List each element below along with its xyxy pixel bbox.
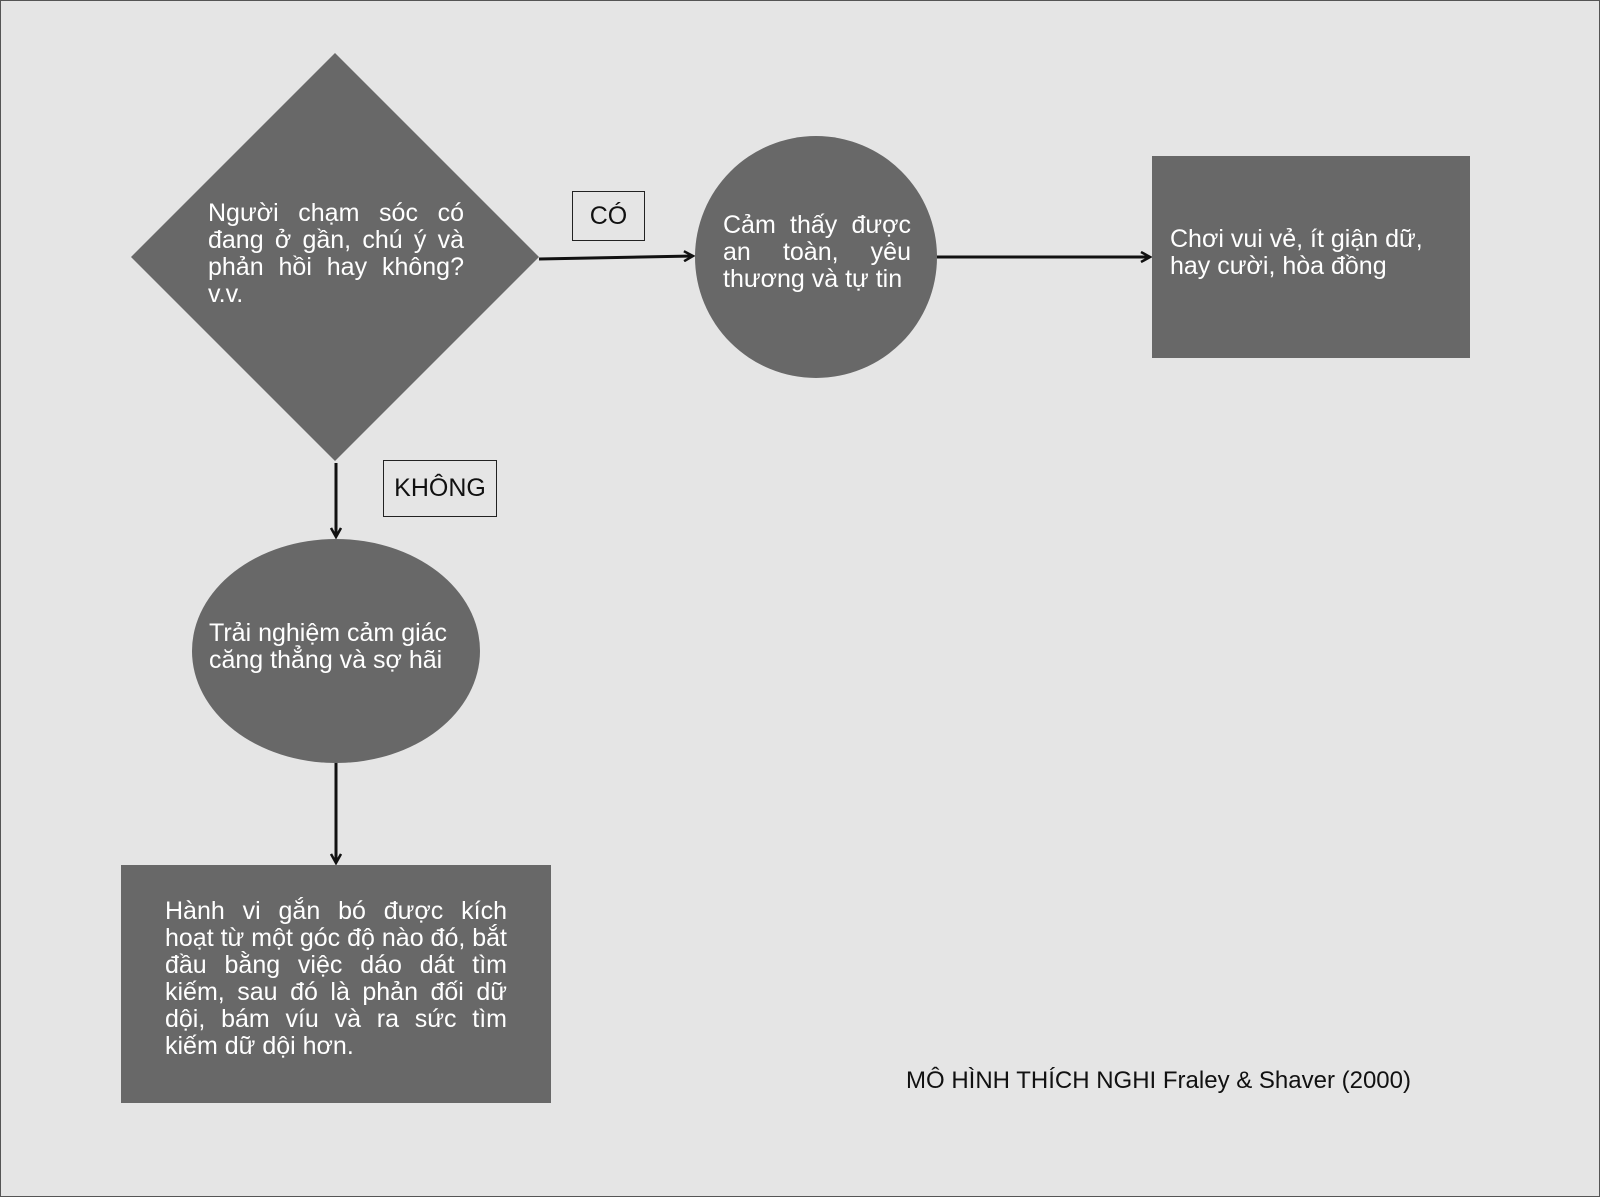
secure-text: Cảm thấy được an toàn, yêu thương và tự tin <box>723 211 911 293</box>
decision-text: Người chạm sóc có đang ở gần, chú ý và phản hồi hay không? v.v. <box>208 199 464 308</box>
secure-outcome-text: Chơi vui vẻ, ít giận dữ, hay cười, hòa đồng <box>1170 225 1423 280</box>
arrow-yes <box>539 256 693 259</box>
yes-label: CÓ <box>572 191 645 241</box>
stress-outcome-text: Hành vi gắn bó được kích hoạt từ một góc độ nào đó, bắt đầu bằng việc dáo dát tìm kiếm, sau đó là phản đối dữ dội, bám víu và ra sức tìm kiếm dữ dội hơn. <box>165 897 507 1060</box>
diagram-caption: MÔ HÌNH THÍCH NGHI Fraley & Shaver (2000) <box>906 1067 1411 1094</box>
stress-text: Trải nghiệm cảm giác căng thẳng và sợ hãi <box>209 619 448 674</box>
no-label: KHÔNG <box>383 460 497 517</box>
